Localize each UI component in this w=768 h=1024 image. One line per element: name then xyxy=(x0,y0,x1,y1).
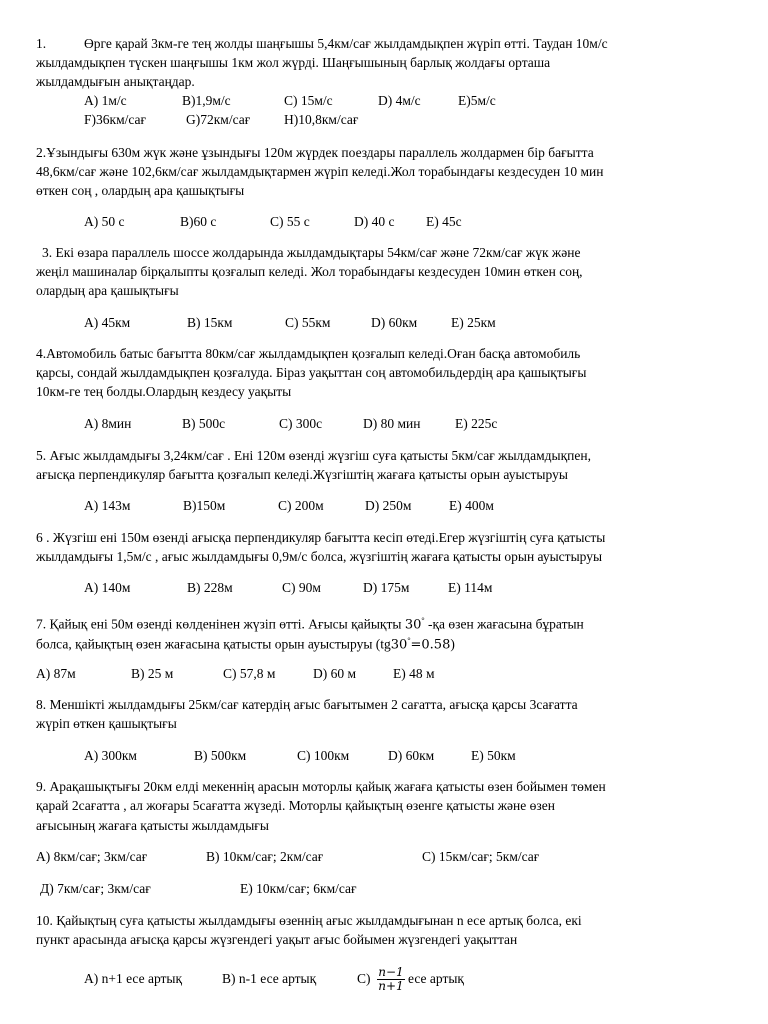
q2-line2: 48,6км/сағ және 102,6км/сағ жылдамдықтармен жүріп келеді.Жол торабындағы кездесуден 10 мин xyxy=(36,164,604,179)
q1-option-d[interactable]: D) 4м/с xyxy=(378,93,421,108)
q5-line1: 5. Ағыс жылдамдығы 3,24км/сағ . Ені 120м өзенді жүзгіш суға қатысты 5км/сағ жылдамдықпен, xyxy=(36,448,591,463)
q8-line2: жүріп өткен қашықтығы xyxy=(36,716,177,731)
q10-option-a[interactable]: A) n+1 есе артық xyxy=(84,971,183,986)
q8-option-d[interactable]: D) 60км xyxy=(388,748,435,763)
q10-options xyxy=(84,962,464,996)
q7-line2 xyxy=(36,632,455,655)
q7-option-d[interactable]: D) 60 м xyxy=(313,666,357,681)
q10-option-c-suffix: есе артық xyxy=(408,971,464,986)
q1-option-b[interactable]: B)1,9м/с xyxy=(182,93,231,108)
q10-line2: пункт арасында ағысқа қарсы жүзгендегі уақыт ағыс бойымен жүзгендегі уақыттан xyxy=(36,932,518,947)
q2-option-e[interactable]: E) 45с xyxy=(426,214,462,229)
q4-line1: 4.Автомобиль батыс бағытта 80км/сағ жылдамдықпен қозғалып келеді.Оған басқа автомобиль xyxy=(36,346,581,361)
q9-line2: қарай 2сағатта , ал жоғары 5сағатта жүзеді. Моторлы қайықтың өзенге қатысты және өзен xyxy=(36,798,555,813)
q2-option-b[interactable]: B)60 с xyxy=(180,214,217,229)
q8-option-e[interactable]: E) 50км xyxy=(471,748,516,763)
q10-option-c-label: C) xyxy=(357,971,371,986)
q3-option-b[interactable]: B) 15км xyxy=(187,315,233,330)
q2-line3: өткен соң , олардың ара қашықтығы xyxy=(36,183,245,198)
q5-option-e[interactable]: E) 400м xyxy=(449,498,494,513)
q6-line2: жылдамдығы 1,5м/с , ағыс жылдамдығы 0,9м/с болса, жүзгіштің жағаға қатысты орын ауыстыруы xyxy=(36,549,603,564)
q10-fraction xyxy=(377,966,404,993)
q2-option-a[interactable]: A) 50 с xyxy=(84,214,125,229)
q1-option-f[interactable]: F)36км/сағ xyxy=(84,112,147,127)
q3-option-a[interactable]: A) 45км xyxy=(84,315,131,330)
q1-option-g[interactable]: G)72км/сағ xyxy=(186,112,251,127)
q5-options xyxy=(84,497,494,515)
q1-line2: жылдамдықпен түскен шаңғышы 1км жол жүрді. Шаңғышының барлық жолдағы орташа xyxy=(36,55,551,70)
q4-options xyxy=(84,415,497,433)
q8-options xyxy=(84,747,516,765)
q8-option-b[interactable]: B) 500км xyxy=(194,748,247,763)
q10-fraction-denominator: n+1 xyxy=(378,979,404,994)
q3-option-e[interactable]: E) 25км xyxy=(451,315,496,330)
q6-option-d[interactable]: D) 175м xyxy=(363,580,410,595)
q7-angle: 30 xyxy=(404,617,422,633)
q9-options-row2 xyxy=(40,880,357,898)
q9-line1: 9. Арақашықтығы 20км елді мекеннің арасын моторлы қайық жағаға қатысты өзен бойымен төмен xyxy=(36,779,606,794)
q6-option-a[interactable]: A) 140м xyxy=(84,580,131,595)
q10-option-b[interactable]: B) n-1 есе артық xyxy=(222,971,317,986)
q6-option-e[interactable]: E) 114м xyxy=(448,580,493,595)
q6-options xyxy=(84,579,492,597)
q2-line1: 2.Ұзындығы 630м жүк және ұзындығы 120м жүрдек поездары параллель жолдармен бір бағытта xyxy=(36,145,594,160)
q3-option-c[interactable]: C) 55км xyxy=(285,315,331,330)
q1-option-e[interactable]: E)5м/с xyxy=(458,93,496,108)
q1-line1: Өрге қарай 3км-ге тең жолды шаңғышы 5,4км/сағ жылдамдықпен жүріп өтті. Таудан 10м/с xyxy=(84,36,608,51)
q1-options-row2 xyxy=(84,111,358,129)
q3-line1: 3. Екі өзара параллель шоссе жолдарында жылдамдықтары 54км/сағ және 72км/сағ жүк және xyxy=(42,245,581,260)
q3-line2: жеңіл машиналар бірқалыпты қозғалып келеді. Жол торабындағы кездесуден 10мин өткен соң, xyxy=(36,264,583,279)
q4-option-e[interactable]: E) 225с xyxy=(455,416,498,431)
q7-option-e[interactable]: E) 48 м xyxy=(393,666,435,681)
q4-option-b[interactable]: B) 500с xyxy=(182,416,226,431)
q7-option-b[interactable]: B) 25 м xyxy=(131,666,174,681)
q6-line1: 6 . Жүзгіш ені 150м өзенді ағысқа перпендикуляр бағытта кесіп өтеді.Егер жүзгіштің суға қатысты xyxy=(36,530,606,545)
q3-options xyxy=(84,314,496,332)
q1-option-c[interactable]: C) 15м/с xyxy=(284,93,333,108)
q7-tg-degree: ° xyxy=(407,636,411,645)
q7-line2-end: ) xyxy=(450,636,455,652)
q9-option-a[interactable]: A) 8км/сағ; 3км/сағ xyxy=(36,849,148,864)
q5-option-c[interactable]: C) 200м xyxy=(278,498,324,513)
q5-option-b[interactable]: B)150м xyxy=(183,498,226,513)
q7-tg-value: =0.58 xyxy=(410,637,451,653)
q7-line1-start: 7. Қайық ені 50м өзенді көлденінен жүзіп өтті. Ағысы қайықты xyxy=(36,616,405,632)
q7-line2-start: болса, қайықтың өзен жағасына қатысты орын ауыстыруы (tg xyxy=(36,636,391,652)
q3-option-d[interactable]: D) 60км xyxy=(371,315,418,330)
q7-degree: ° xyxy=(421,616,425,625)
q8-line1: 8. Меншікті жылдамдығы 25км/сағ катердің ағыс бағытымен 2 сағатта, ағысқа қарсы 3сағатта xyxy=(36,697,578,712)
q8-option-c[interactable]: C) 100км xyxy=(297,748,350,763)
q7-tg-angle: 30 xyxy=(390,637,408,653)
q5-option-d[interactable]: D) 250м xyxy=(365,498,412,513)
q9-line3: ағысының жағаға қатысты жылдамдығы xyxy=(36,818,269,833)
q9-options-row1 xyxy=(36,848,539,866)
q3-line3: олардың ара қашықтығы xyxy=(36,283,179,298)
q6-option-c[interactable]: C) 90м xyxy=(282,580,321,595)
q10-option-c[interactable] xyxy=(357,962,464,996)
q4-option-d[interactable]: D) 80 мин xyxy=(363,416,421,431)
q7-option-c[interactable]: C) 57,8 м xyxy=(223,666,276,681)
q7-line1-end: -қа өзен жағасына бұратын xyxy=(424,616,584,632)
q7-option-a[interactable]: A) 87м xyxy=(36,666,76,681)
q1-number: 1. xyxy=(36,36,47,51)
q2-option-c[interactable]: C) 55 с xyxy=(270,214,310,229)
q4-option-c[interactable]: C) 300с xyxy=(279,416,323,431)
q9-option-d[interactable]: Д) 7км/сағ; 3км/сағ xyxy=(40,881,151,896)
q6-option-b[interactable]: B) 228м xyxy=(187,580,233,595)
q9-option-e[interactable]: E) 10км/сағ; 6км/сағ xyxy=(240,881,357,896)
q4-line2: қарсы, сондай жылдамдықпен қозғалуда. Біраз уақыттан соң автомобильдердің ара қашықтығы xyxy=(36,365,587,380)
q9-option-c[interactable]: C) 15км/сағ; 5км/сағ xyxy=(422,849,540,864)
q2-options xyxy=(84,213,462,231)
q1-options-row1 xyxy=(84,92,496,110)
q2-option-d[interactable]: D) 40 с xyxy=(354,214,395,229)
q5-line2: ағысқа перпендикуляр бағытта қозғалып келеді.Жүзгіштің жағаға қатысты орын ауыстыруы xyxy=(36,467,568,482)
q1-line3: жылдамдығын анықтаңдар. xyxy=(36,74,195,89)
q1-option-a[interactable]: A) 1м/с xyxy=(84,93,127,108)
q10-line1: 10. Қайықтың суға қатысты жылдамдығы өзеннің ағыс жылдамдығынан n есе артық болса, екі xyxy=(36,913,582,928)
q9-option-b[interactable]: B) 10км/сағ; 2км/сағ xyxy=(206,849,324,864)
q5-option-a[interactable]: A) 143м xyxy=(84,498,131,513)
q10-fraction-numerator: n−1 xyxy=(378,965,404,980)
q1-option-h[interactable]: H)10,8км/сағ xyxy=(284,112,359,127)
q4-line3: 10км-ге тең болды.Олардың кездесу уақыты xyxy=(36,384,292,399)
q7-options xyxy=(36,665,435,683)
q4-option-a[interactable]: A) 8мин xyxy=(84,416,132,431)
q8-option-a[interactable]: A) 300км xyxy=(84,748,137,763)
